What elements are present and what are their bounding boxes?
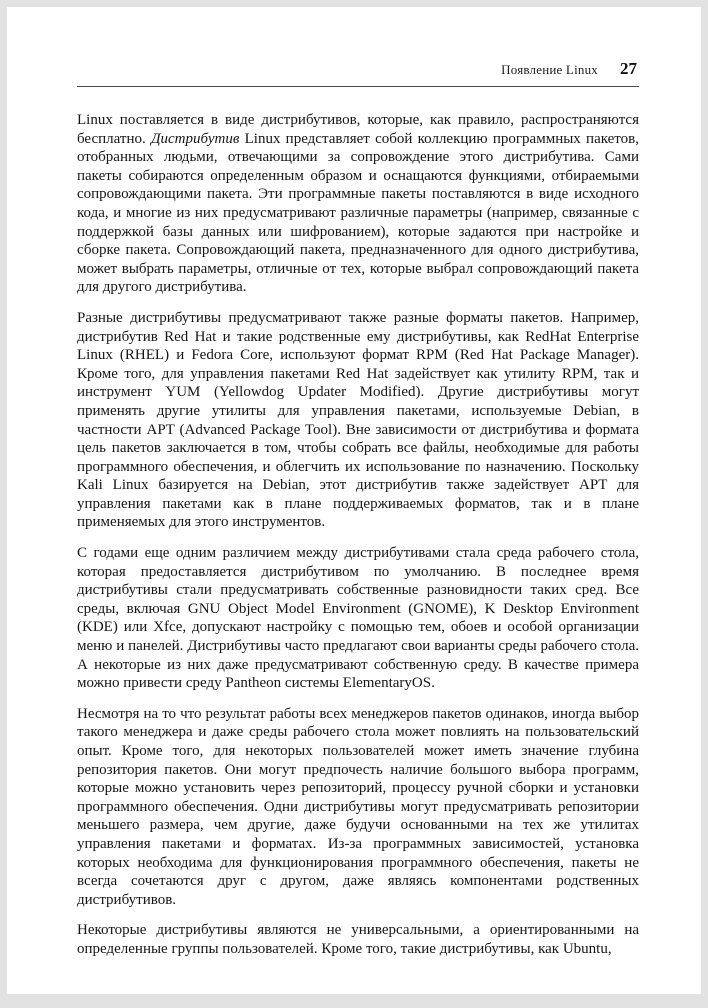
page-number: 27 — [620, 59, 637, 78]
page-header — [77, 59, 639, 79]
header-rule — [77, 86, 639, 87]
paragraph — [77, 309, 639, 532]
paragraph-run: С годами еще одним различием между дистрибутивами стала среда рабочего стола, которая предоставляется дистрибутивом по умолчанию. В последнее время дистрибутивы стали предусматривать собственные разновидности таких сред. Все среды, включая GNU Object Model Environment (GNOME), K Desktop Environment (KDE) или Xfce, допускают настройку с помощью тем, обоев и особой организации меню и панелей. Дистрибутивы часто предлагают свои варианты среды рабочего стола. А некоторые из них даже предусматривают собственную среду. В качестве примера можно привести среду Pantheon системы ElementaryOS. — [77, 545, 639, 692]
paragraph — [77, 921, 639, 958]
paragraph — [77, 705, 639, 910]
paragraph — [77, 544, 639, 693]
paragraph-run: Несмотря на то что результат работы всех менеджеров пакетов одинаков, иногда выбор такого менеджера и даже среды рабочего стола может повлиять на пользовательский опыт. Кроме того, для некоторых пользователей может иметь значение глубина репозитория пакетов. Они могут предпочесть наличие большого выбора программ, которые можно установить через репозиторий, процессу ручной сборки и установки программного обеспечения. Одни дистрибутивы могут предусматривать репозитории меньшего размера, чем другие, даже будучи основанными на тех же утилитах управления пакетами и форматах. Из-за программных зависимостей, установка которых необходима для функционирования программного обеспечения, пакеты не всегда сочетаются друг с другом, даже являясь компонентами родственных дистрибутивов. — [77, 705, 639, 908]
paragraph-run: Linux представляет собой коллекцию программных пакетов, отобранных людьми, отвечающими за сопровождение этого дистрибутива. Сами пакеты собираются определенным образом и оснащаются функциями, отбираемыми сопровождающими пакета. Эти программные пакеты поставляются в виде исходного кода, и многие из них предусматривают различные параметры (например, связанные с поддержкой базы данных или шифрованием), которые задаются при настройке и сборке пакета. Сопровождающий пакета, предназначенного для одного дистрибутива, может выбрать параметры, отличные от тех, которые выбрал сопровождающий пакета для другого дистрибутива. — [77, 130, 639, 296]
page-body — [77, 111, 639, 959]
paragraph-run: Linux поставляется в виде дистрибутивов, которые, как правило, распространяются бесплатно. — [77, 112, 639, 147]
paragraph-run: Некоторые дистрибутивы являются не универсальными, а ориентированными на определенные группы пользователей. Кроме того, такие дистрибутивы, как Ubuntu, — [77, 922, 639, 957]
paragraph — [77, 111, 639, 297]
book-page — [7, 7, 701, 994]
running-head: Появление Linux — [501, 62, 598, 77]
paragraph-run: Разные дистрибутивы предусматривают также разные форматы пакетов. Например, дистрибутив Red Hat и такие родственные ему дистрибутивы, как RedHat Enterprise Linux (RHEL) и Fedora Core, используют формат RPM (Red Hat Package Manager). Кроме того, для управления пакетами Red Hat задействует как утилиту RPM, так и инструмент YUM (Yellowdog Updater Modified). Другие дистрибутивы могут применять другие утилиты для управления пакетами, используемые Debian, в частности APT (Advanced Package Tool). Вне зависимости от дистрибутива и формата цель пакетов заключается в том, чтобы собрать все файлы, необходимые для работы программного обеспечения, и облегчить их использование по назначению. Поскольку Kali Linux базируется на Debian, этот дистрибутив также задействует APT для управления пакетами как в плане поддерживаемых форматов, так и в плане применяемых для этого инструментов. — [77, 309, 639, 531]
paragraph-run-italic: Дистрибутив — [150, 130, 240, 147]
